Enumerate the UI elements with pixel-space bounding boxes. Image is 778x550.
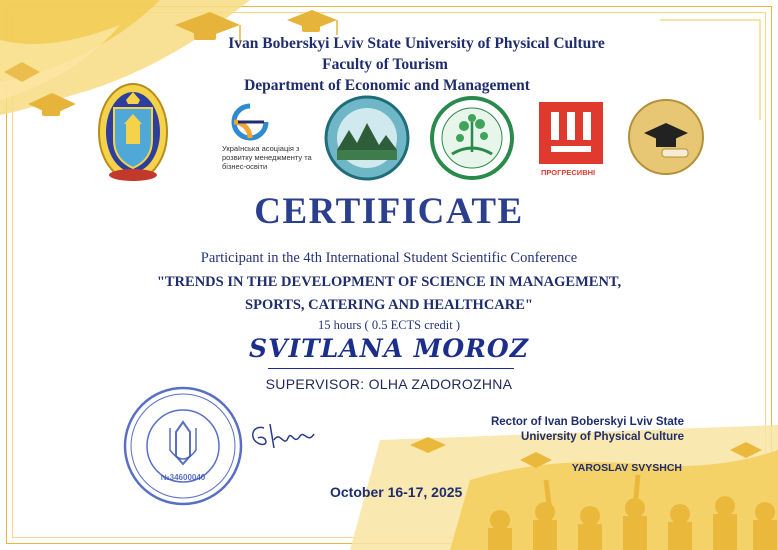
rector-signature: [244, 410, 324, 460]
department-name: Department of Economic and Management: [244, 77, 530, 94]
conference-title-line-2: SPORTS, CATERING AND HEALTHCARE": [245, 297, 533, 313]
university-name: Ivan Boberskyi Lviv State University of Physical Culture: [228, 35, 605, 52]
conference-date: October 16-17, 2025: [330, 484, 463, 500]
logos-row: [0, 80, 778, 190]
recipient-name: SVITLANA MOROZ: [249, 334, 529, 363]
official-stamp: [120, 384, 246, 508]
conference-title: [0, 271, 778, 317]
association-logo: [224, 102, 276, 142]
supervisor-line: SUPERVISOR: OLHA ZADOROZHNA: [265, 376, 513, 392]
progressive-logo-text: ПРОГРЕСИВНІ: [541, 168, 596, 177]
conference-title-line-1: "TRENDS IN THE DEVELOPMENT OF SCIENCE IN MANAGEMENT,: [156, 274, 622, 290]
student-society-logo: [628, 97, 704, 177]
faculty-name: Faculty of Tourism: [322, 56, 448, 73]
rector-name: YAROSLAV SVYSHCH: [571, 462, 682, 474]
rector-title-line-1: Rector of Ivan Boberskyi Lviv State: [490, 416, 684, 428]
credit-hours: 15 hours ( 0.5 ECTS credit ): [318, 318, 460, 332]
department-economics-logo: [430, 96, 514, 180]
progressive-logo: [539, 102, 603, 164]
participant-line: Participant in the 4th International Student Scientific Conference: [200, 250, 578, 266]
association-logo-text: Українська асоціація з розвитку менеджменту та бізнес-освіти: [222, 144, 312, 171]
rector-title-line-2: University of Physical Culture: [521, 431, 684, 443]
university-coat-of-arms-logo: [96, 80, 170, 186]
rector-title: [444, 415, 684, 445]
stamp-number: №34600040: [160, 473, 206, 482]
recipient-underline: [268, 368, 514, 369]
certificate-title: CERTIFICATE: [254, 191, 524, 232]
faculty-of-tourism-logo: [324, 95, 410, 181]
